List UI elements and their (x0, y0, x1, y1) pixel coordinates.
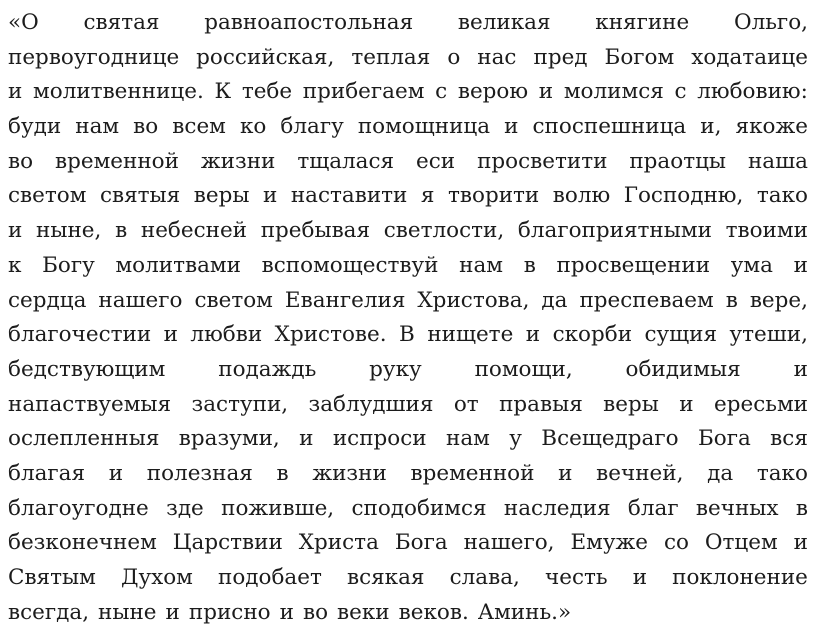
prayer-word: правыя (499, 391, 583, 417)
prayer-word: Христове. (274, 322, 387, 348)
prayer-word: преспеваем (579, 287, 714, 313)
prayer-word: ходатаице (691, 44, 808, 70)
prayer-word: бедствующим (8, 356, 166, 382)
prayer-word: вечней, (596, 460, 684, 486)
prayer-word: В (399, 322, 415, 348)
prayer-word: великая (457, 10, 551, 35)
prayer-word: праотцы (629, 148, 727, 174)
prayer-word: ума (730, 252, 773, 278)
prayer-word: во (133, 114, 159, 140)
prayer-word: наша (747, 148, 808, 174)
prayer-word: присно (188, 599, 271, 625)
prayer-word: благоугодне (8, 495, 149, 521)
prayer-word: небесней (140, 218, 248, 244)
prayer-word: Христа (298, 530, 379, 556)
prayer-word: Богом (604, 44, 675, 70)
prayer-word: и (793, 356, 808, 382)
prayer-word: Святым (8, 565, 96, 590)
prayer-word: молимся (563, 79, 664, 105)
prayer-word: со (663, 530, 689, 556)
prayer-word: с (435, 79, 448, 105)
prayer-word: честь (545, 565, 608, 590)
prayer-word: тако (756, 460, 808, 486)
prayer-word: благочестии (8, 322, 152, 348)
prayer-word: наследия (503, 495, 611, 521)
prayer-word: во (302, 599, 329, 625)
prayer-word: и (538, 79, 554, 105)
prayer-word: нам (75, 114, 120, 140)
prayer-word: жизни (312, 460, 387, 486)
prayer-word: равноапостольная (204, 10, 414, 35)
prayer-word: ныне (98, 599, 157, 625)
prayer-word: Бога (394, 530, 448, 556)
prayer-word: и (525, 322, 541, 348)
prayer-word: Евангелия (284, 287, 406, 313)
prayer-word: благая (8, 460, 86, 486)
prayer-word: наставити (290, 183, 408, 209)
prayer-word: веков. (398, 599, 469, 625)
prayer-word: во (8, 148, 34, 174)
prayer-word: безконечнем (8, 530, 157, 556)
prayer-word: благу (280, 114, 344, 140)
prayer-word: зде (166, 495, 204, 521)
prayer-word: подобает (218, 565, 322, 590)
prayer-word: и (108, 460, 124, 486)
prayer-word: светом (194, 287, 273, 313)
prayer-word: временной (410, 460, 535, 486)
prayer-word: всегда, (8, 599, 90, 625)
prayer-word: нам (459, 252, 504, 278)
prayer-word: княгине (595, 10, 690, 35)
prayer-word: ослепленныя (8, 426, 160, 452)
prayer-word: временной (54, 148, 179, 174)
prayer-word: якоже (735, 114, 808, 140)
prayer-word: да (707, 460, 734, 486)
prayer-word: еси (416, 148, 456, 174)
prayer-word: нашего (98, 287, 183, 313)
prayer-word: просветити (477, 148, 608, 174)
prayer-word: тебе (241, 79, 293, 105)
prayer-word: веры (603, 391, 659, 417)
prayer-word: пред (533, 44, 588, 70)
prayer-word: и (279, 599, 294, 625)
prayer-word: всем (172, 114, 226, 140)
prayer-word: Бога (697, 426, 751, 452)
prayer-line (8, 353, 808, 388)
prayer-word: я (420, 183, 435, 209)
prayer-word: прибегаем (302, 79, 425, 105)
prayer-word: от (453, 391, 479, 417)
prayer-word: да (541, 287, 568, 313)
prayer-word: обидимыя (625, 356, 741, 382)
prayer-word: нам (446, 426, 490, 452)
prayer-word: в (276, 460, 289, 486)
prayer-word: и (165, 599, 180, 625)
prayer-word: тако (756, 183, 808, 209)
prayer-word: споспешница (532, 114, 687, 140)
prayer-line (8, 179, 808, 214)
prayer-line (8, 214, 808, 249)
prayer-word: поживше, (221, 495, 335, 521)
prayer-word: буди (8, 114, 62, 140)
prayer-word: любви (190, 322, 263, 348)
prayer-word: благ (627, 495, 679, 521)
prayer-word: в (115, 218, 128, 244)
prayer-word: Христова, (417, 287, 530, 313)
prayer-word: светлости, (383, 218, 505, 244)
prayer-word: твоими (725, 218, 808, 244)
prayer-word: и (632, 565, 648, 590)
prayer-word: нищете (427, 322, 514, 348)
prayer-word: поклонение (672, 565, 808, 590)
prayer-word: вся (770, 426, 808, 452)
prayer-line (8, 526, 808, 561)
prayer-word: и (793, 530, 808, 556)
prayer-word: и (163, 322, 178, 348)
prayer-word: заступи, (191, 391, 289, 417)
prayer-word: к (8, 252, 22, 278)
prayer-word: святая (83, 10, 160, 35)
prayer-word: светом (8, 183, 87, 209)
prayer-line (8, 492, 808, 527)
prayer-word: творити (448, 183, 540, 209)
prayer-word: тщалася (297, 148, 395, 174)
prayer-word: вере, (749, 287, 808, 313)
prayer-line (8, 596, 808, 630)
prayer-word: вечных (695, 495, 779, 521)
prayer-word: просвещении (556, 252, 711, 278)
prayer-word: сердца (8, 287, 87, 313)
prayer-text (8, 6, 808, 630)
prayer-word: ко (239, 114, 267, 140)
prayer-word: Аминь.» (477, 599, 572, 625)
prayer-word: руку (369, 356, 422, 382)
prayer-word: и (504, 114, 519, 140)
prayer-word: помощница (357, 114, 491, 140)
prayer-line (8, 110, 808, 145)
prayer-line (8, 249, 808, 284)
prayer-word: теплая (351, 44, 431, 70)
prayer-word: верою (457, 79, 529, 105)
prayer-word: в (523, 252, 536, 278)
prayer-word: и (679, 391, 694, 417)
prayer-word: и (8, 218, 23, 244)
prayer-word: заблудшия (308, 391, 434, 417)
prayer-word: с (674, 79, 687, 105)
prayer-word: Богу (42, 252, 95, 278)
prayer-word: полезная (146, 460, 253, 486)
prayer-line (8, 318, 808, 353)
prayer-word: молитвами (115, 252, 241, 278)
prayer-word: Духом (120, 565, 193, 590)
prayer-line (8, 388, 808, 423)
prayer-word: о (447, 44, 461, 70)
prayer-word: «О (8, 10, 39, 35)
prayer-word: российская, (196, 44, 335, 70)
prayer-word: у (509, 426, 522, 452)
prayer-word: утеши, (729, 322, 808, 348)
prayer-word: сподобимся (351, 495, 487, 521)
prayer-word: скорби (552, 322, 633, 348)
prayer-line (8, 145, 808, 180)
prayer-word: вспомоществуй (261, 252, 439, 278)
prayer-word: сущия (644, 322, 718, 348)
prayer-word: волю (552, 183, 611, 209)
prayer-word: благоприятными (517, 218, 712, 244)
prayer-line (8, 41, 808, 76)
prayer-word: всякая (346, 565, 425, 590)
prayer-word: и (8, 79, 23, 105)
prayer-line (8, 561, 808, 596)
prayer-line (8, 75, 808, 110)
prayer-word: веры (193, 183, 250, 209)
prayer-word: ересьми (713, 391, 808, 417)
prayer-word: молитвеннице. (33, 79, 204, 105)
prayer-line (8, 6, 808, 41)
prayer-word: слава, (449, 565, 520, 590)
prayer-word: и (793, 252, 808, 278)
prayer-word: ныне, (36, 218, 102, 244)
prayer-word: веки (337, 599, 390, 625)
prayer-word: испроси (332, 426, 427, 452)
prayer-word: Ольго, (733, 10, 808, 35)
prayer-word: любовию: (697, 79, 808, 105)
prayer-word: Емуже (570, 530, 649, 556)
prayer-word: подаждь (218, 356, 317, 382)
prayer-word: первоугоднице (8, 44, 180, 70)
prayer-word: пребывая (260, 218, 371, 244)
prayer-word: нас (477, 44, 517, 70)
prayer-word: святыя (99, 183, 181, 209)
prayer-word: и (558, 460, 573, 486)
prayer-word: вразуми, (178, 426, 280, 452)
prayer-word: и (262, 183, 278, 209)
prayer-word: Господню, (623, 183, 744, 209)
prayer-word: напаствуемыя (8, 391, 172, 417)
prayer-word: в (725, 287, 738, 313)
prayer-line (8, 284, 808, 319)
prayer-line (8, 457, 808, 492)
prayer-word: жизни (200, 148, 276, 174)
prayer-word: Всещедраго (541, 426, 679, 452)
prayer-word: Отцем (704, 530, 778, 556)
prayer-word: Царствии (172, 530, 283, 556)
prayer-word: и (299, 426, 314, 452)
prayer-word: нашего, (463, 530, 555, 556)
prayer-word: помощи, (474, 356, 573, 382)
prayer-word: в (795, 495, 808, 521)
prayer-word: и, (700, 114, 722, 140)
prayer-word: К (214, 79, 232, 105)
prayer-line (8, 422, 808, 457)
